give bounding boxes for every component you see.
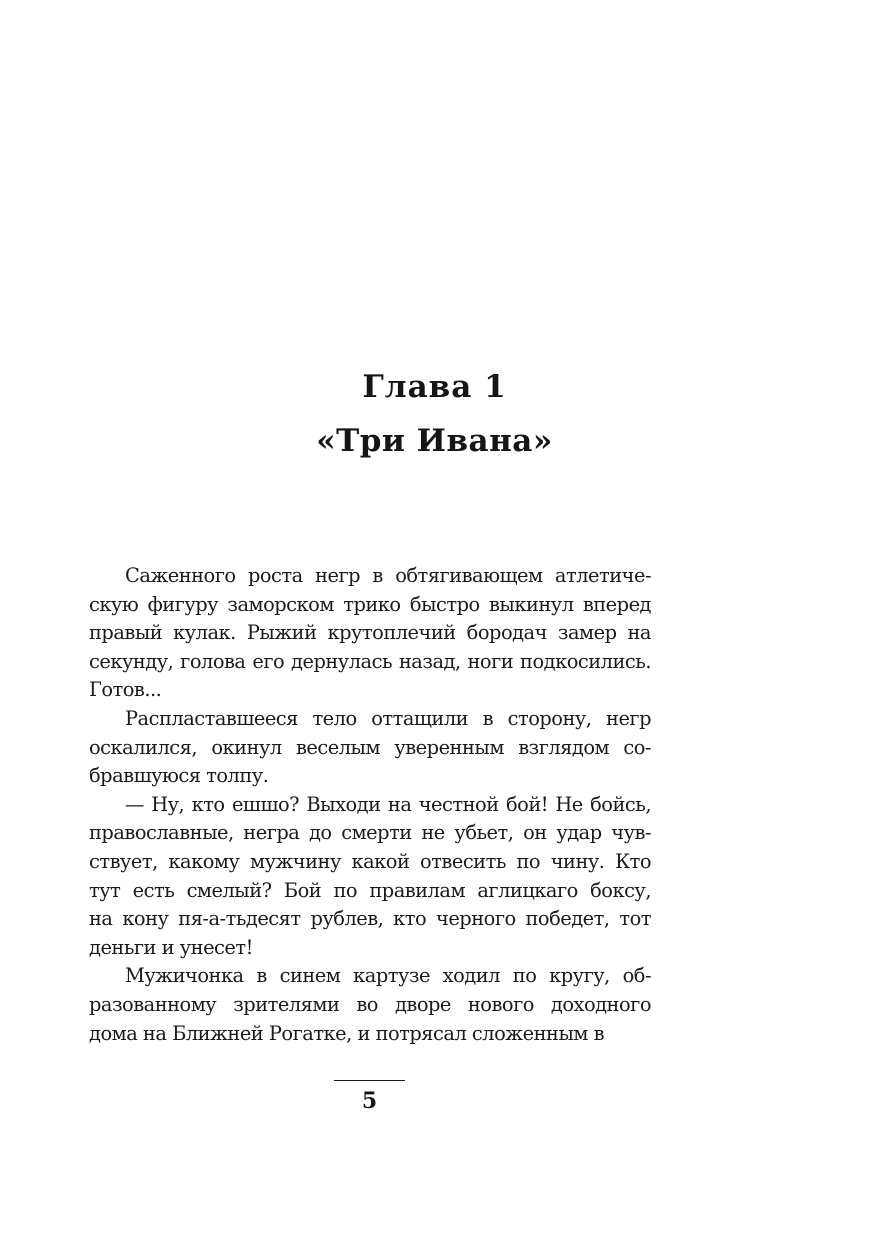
paragraph (89, 562, 651, 705)
paragraph-line: — Ну, кто ешшо? Выходи на честной бой! Не бойсь, (125, 792, 651, 816)
paragraph (89, 962, 651, 1048)
chapter-body-text (89, 562, 651, 1048)
paragraph-line: ствует, какому мужчину какой отвесить по чину. Кто (89, 849, 651, 873)
page-number-rule (334, 1080, 405, 1081)
paragraph-line: оскалился, окинул веселым уверенным взглядом со- (89, 735, 651, 759)
paragraph-line: православные, негра до смерти не убьет, он удар чув- (89, 821, 651, 845)
chapter-number: Глава 1 (362, 369, 507, 405)
paragraph-line: Распластавшееся тело оттащили в сторону, негр (125, 706, 651, 730)
paragraph-line: Готов... (89, 678, 162, 702)
paragraph-line: правый кулак. Рыжий крутоплечий бородач замер на (89, 621, 651, 645)
paragraph-line: скую фигуру заморском трико быстро выкинул вперед (89, 592, 651, 616)
chapter-title: «Три Ивана» (316, 423, 553, 459)
paragraph-line: дома на Ближней Рогатке, и потрясал сложенным в (89, 1021, 605, 1045)
paragraph-line: разованному зрителями во дворе нового доходного (89, 992, 651, 1016)
paragraph-line: деньги и унесет! (89, 935, 253, 959)
paragraph (89, 705, 651, 791)
page-number: 5 (361, 1088, 378, 1114)
paragraph-line: секунду, голова его дернулась назад, ноги подкосились. (89, 649, 651, 673)
paragraph-line: на кону пя-а-тьдесят рублев, кто черного победет, тот (89, 907, 651, 931)
paragraph-line: бравшуюся толпу. (89, 764, 269, 788)
paragraph-line: тут есть смелый? Бой по правилам аглицкаго боксу, (89, 878, 651, 902)
paragraph-line: Саженного роста негр в обтягивающем атлетиче- (125, 564, 651, 587)
paragraph-line: Мужичонка в синем картузе ходил по кругу, об- (125, 964, 651, 988)
paragraph (89, 791, 651, 963)
